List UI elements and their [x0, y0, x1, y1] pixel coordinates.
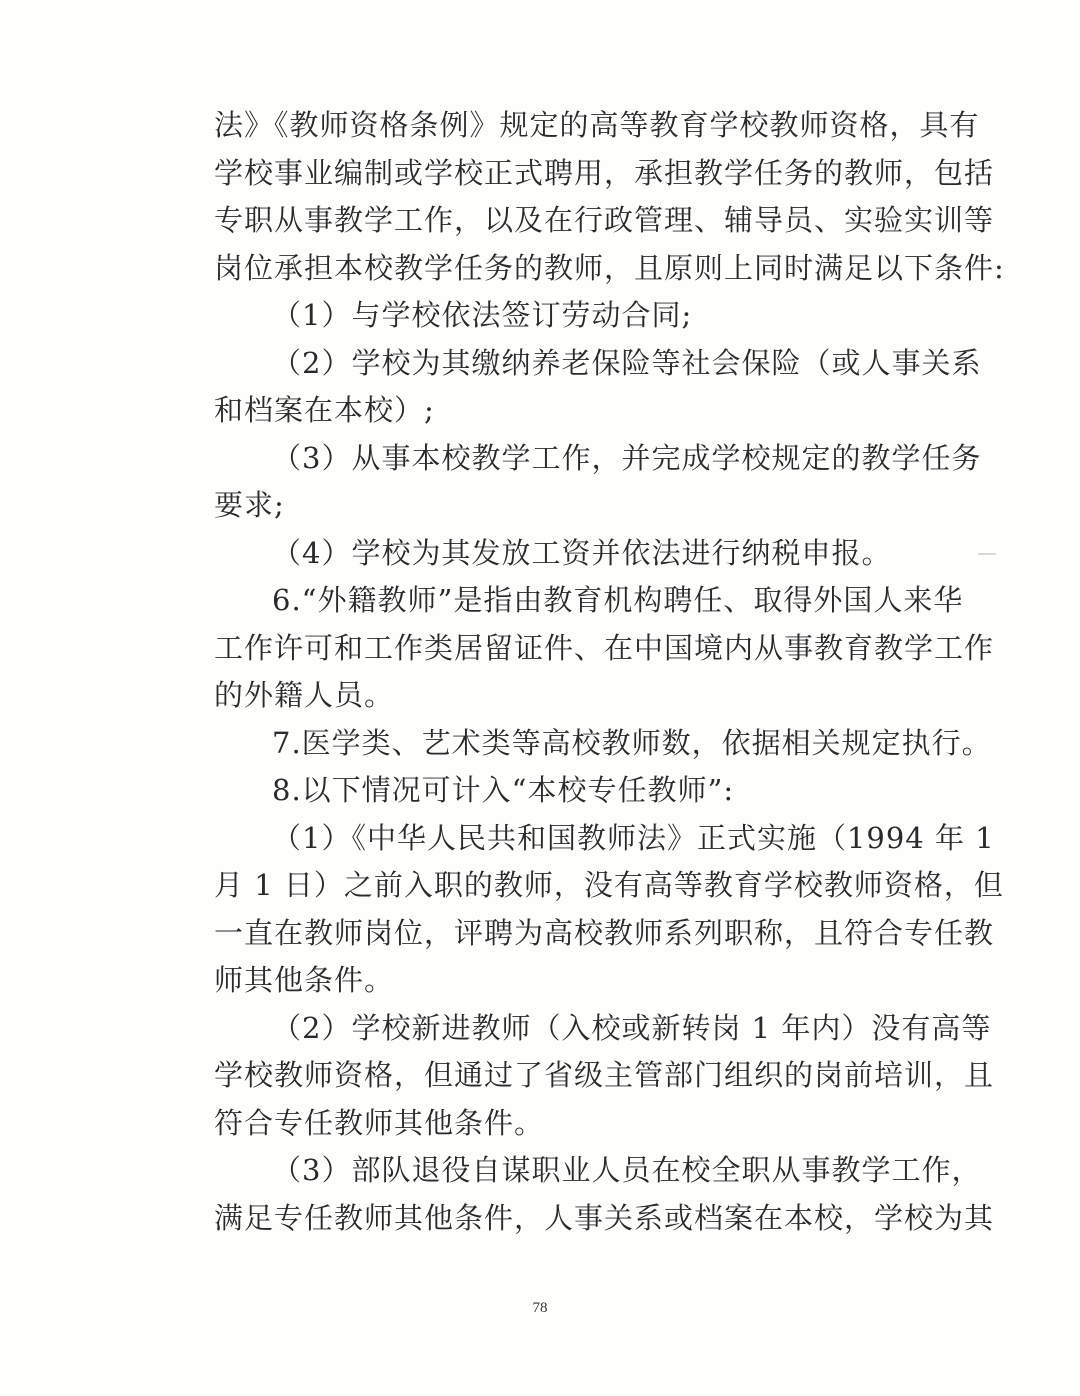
text-line: 法》《教师资格条例》规定的高等教育学校教师资格，具有: [214, 108, 980, 142]
text-line: （1）与学校依法签订劳动合同;: [272, 298, 693, 332]
text-line: （1）《中华人民共和国教师法》正式实施（1994 年 1: [272, 820, 995, 855]
text-line: 一直在教师岗位，评聘为高校教师系列职称，且符合专任教: [214, 915, 995, 950]
text-line: 学校事业编制或学校正式聘用，承担教学任务的教师，包括: [214, 155, 995, 190]
text-line: （2）学校为其缴纳养老保险等社会保险（或人事关系: [272, 345, 982, 380]
text-line: 工作许可和工作类居留证件、在中国境内从事教育教学工作: [214, 630, 995, 665]
text-line: 岗位承担本校教学任务的教师，且原则上同时满足以下条件:: [214, 250, 1005, 285]
body-text: [214, 102, 1005, 1242]
text-line: 符合专任教师其他条件。: [214, 1105, 545, 1140]
text-line: （4）学校为其发放工资并依法进行纳税申报。: [272, 535, 892, 570]
text-line: 和档案在本校）;: [214, 393, 435, 427]
page-number: 78: [532, 1300, 548, 1316]
text-line: 7.医学类、艺术类等高校教师数，依据相关规定执行。: [272, 725, 992, 760]
text-line: （3）从事本校教学工作，并完成学校规定的教学任务: [272, 440, 982, 475]
text-line: （3）部队退役自谋职业人员在校全职从事教学工作，: [272, 1153, 982, 1187]
text-line: 专职从事教学工作，以及在行政管理、辅导员、实验实训等: [214, 203, 995, 237]
text-line: 的外籍人员。: [214, 678, 395, 712]
text-line: 满足专任教师其他条件，人事关系或档案在本校，学校为其: [214, 1200, 995, 1235]
scan-artifact: [978, 553, 996, 555]
text-line: 要求;: [214, 488, 285, 522]
text-line: 6.“外籍教师”是指由教育机构聘任、取得外国人来华: [272, 583, 964, 617]
text-line: 师其他条件。: [214, 963, 395, 997]
text-line: （2）学校新进教师（入校或新转岗 1 年内）没有高等: [272, 1010, 992, 1045]
text-line: 8.以下情况可计入“本校专任教师”:: [272, 773, 735, 807]
text-line: 学校教师资格，但通过了省级主管部门组织的岗前培训，且: [214, 1058, 995, 1092]
text-line: 月 1 日）之前入职的教师，没有高等教育学校教师资格，但: [214, 868, 1004, 902]
